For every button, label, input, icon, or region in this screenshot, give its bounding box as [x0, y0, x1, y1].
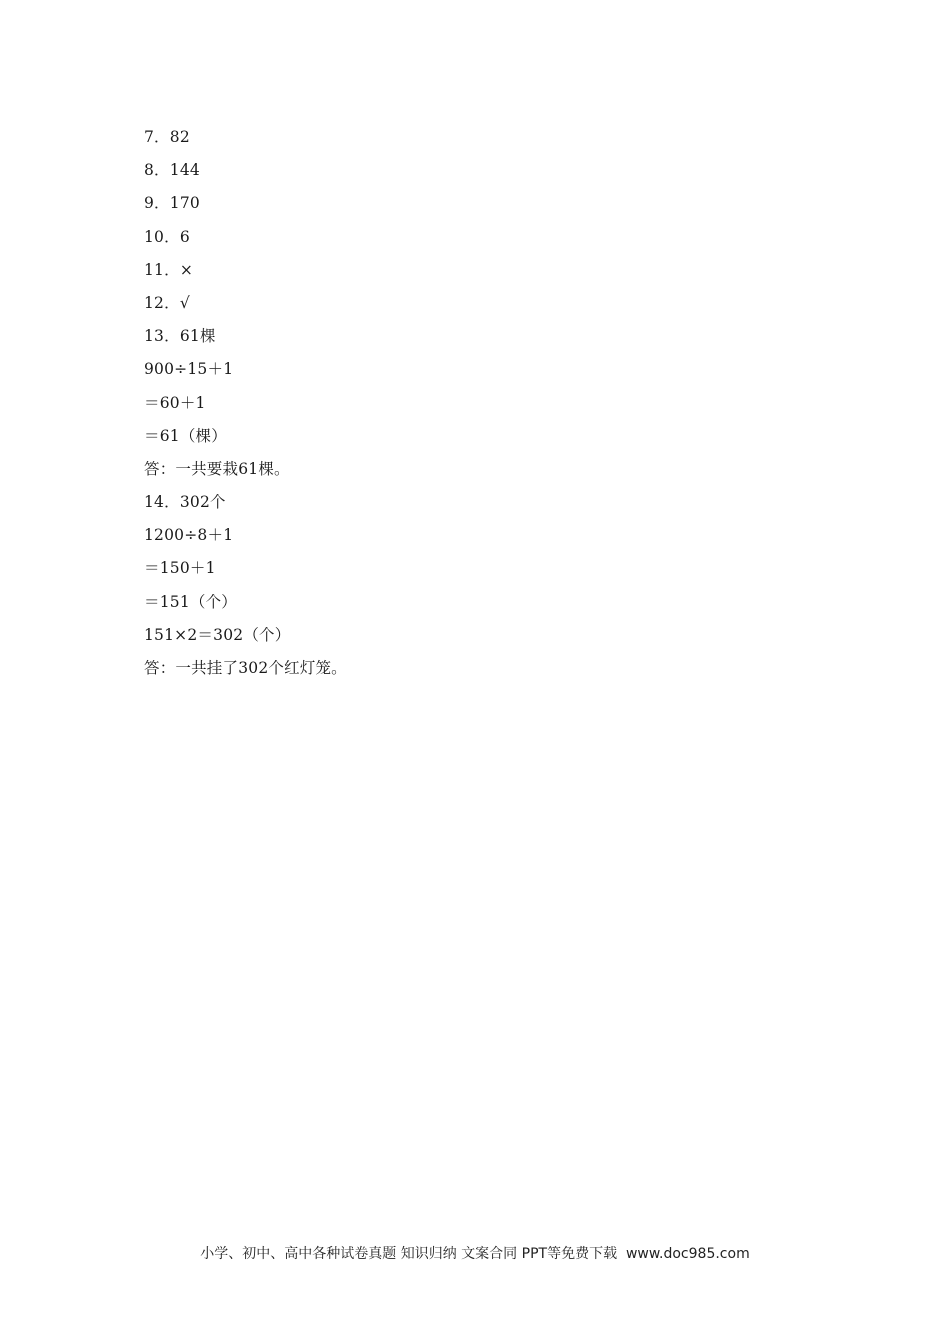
answer-line-13: 13．61棵: [144, 327, 216, 346]
answer-line-12: 12．√: [144, 293, 190, 312]
answer-statement: 答：一共挂了302个红灯笼。: [144, 659, 347, 677]
answer-line-8: 8．144: [144, 161, 200, 180]
answer-statement: 答：一共要栽61棵。: [144, 459, 290, 478]
answer-line-14: 14．302个: [144, 493, 226, 512]
calculation-line: 1200÷8＋1: [144, 526, 234, 545]
answer-line-10: 10．6: [144, 227, 190, 246]
calculation-line: ＝151（个）: [144, 592, 237, 611]
calculation-line: ＝150＋1: [144, 559, 216, 578]
calculation-line: ＝61（棵）: [144, 426, 227, 445]
answer-line-7: 7．82: [144, 128, 190, 146]
answer-list: [144, 124, 804, 688]
calculation-line: ＝60＋1: [144, 393, 206, 412]
calculation-line: 900÷15＋1: [144, 360, 234, 379]
answer-line-11: 11．×: [144, 260, 194, 279]
calculation-line: 151×2＝302（个）: [144, 625, 291, 644]
answer-line-9: 9．170: [144, 194, 200, 213]
page-footer: 小学、初中、高中各种试卷真题 知识归纳 文案合同 PPT等免费下载 www.doc985.com: [200, 1246, 750, 1262]
